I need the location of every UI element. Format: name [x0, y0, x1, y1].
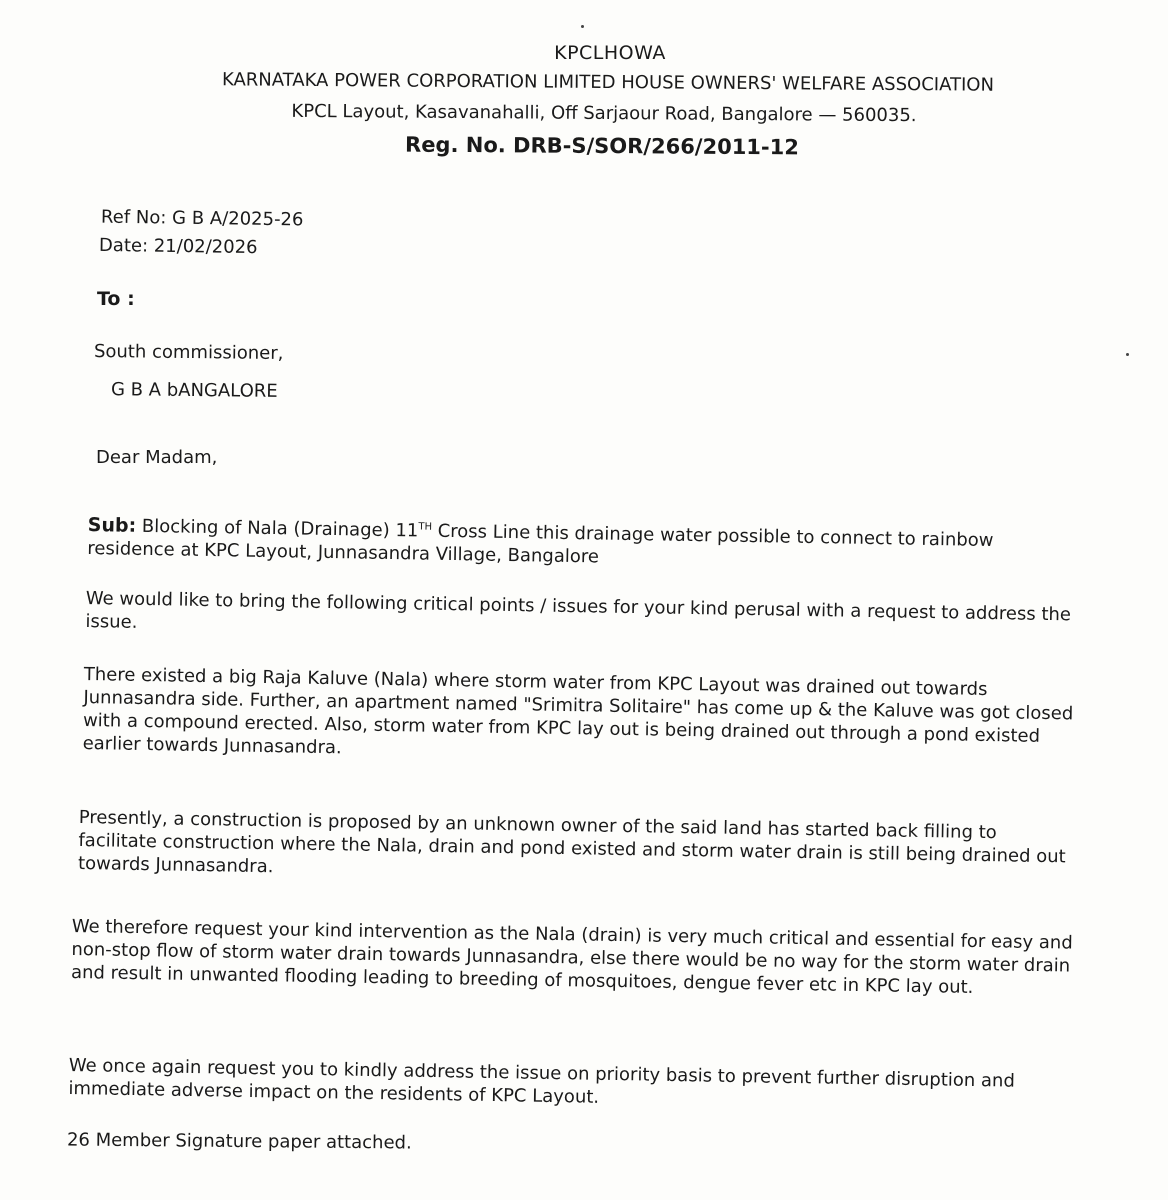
signature-note: 26 Member Signature paper attached. — [66, 1129, 412, 1154]
body-paragraph-2: Presently, a construction is proposed by an unknown owner of the said land has started back filling to facilitate construction where the Nala, drain and pond existed and storm water drain is still being drained out towards Junnasandra. — [77, 806, 1066, 878]
association-address: KPCL Layout, Kasavanahalli, Off Sarjaour Road, Bangalore — 560035. — [291, 100, 917, 127]
body-paragraph-4: We once again request you to kindly address the issue on priority basis to prevent further disruption and immediate adverse impact on the residents of KPC Layout. — [68, 1054, 1016, 1108]
subject-label: Sub: — [87, 513, 137, 537]
registration-number: Reg. No. DRB-S/SOR/266/2011-12 — [404, 132, 800, 160]
body-paragraph-3: We therefore request your kind intervention as the Nala (drain) is very much critical and essential for easy and non-stop flow of storm water drain towards Junnasandra, else there would be no way for the storm water drain and result in unwanted flooding leading to breeding of mosquitoes, dengue fever etc in KPC lay out. — [70, 915, 1073, 998]
reference-number: Ref No: G B A/2025-26 — [100, 206, 304, 231]
intro-paragraph: We would like to bring the following critical points / issues for your kind perusal with a request to address the issue. — [85, 587, 1072, 633]
subject-line — [87, 510, 1078, 576]
subject-superscript: TH — [418, 521, 433, 533]
scan-speck — [1126, 353, 1129, 356]
scan-speck — [581, 25, 584, 28]
association-short-name: KPCLHOWA — [554, 42, 666, 64]
association-full-name: KARNATAKA POWER CORPORATION LIMITED HOUSE OWNERS' WELFARE ASSOCIATION — [221, 69, 995, 96]
subject-text-end: Cross Line this drainage water possible to connect to rainbow residence at KPC Layout, Junnasandra Village, Bangalore — [87, 520, 994, 568]
letter-date: Date: 21/02/2026 — [98, 234, 258, 259]
salutation: Dear Madam, — [96, 447, 218, 468]
to-label: To : — [97, 288, 135, 310]
body-paragraph-1: There existed a big Raja Kaluve (Nala) where storm water from KPC Layout was drained out towards Junnasandra side. Further, an apartment named "Srimitra Solitaire" has come up & the Kaluve was got closed with a compound erected. Also, storm water from KPC lay out is being drained out through a pond existed earlier towards Junnasandra. — [82, 663, 1074, 759]
recipient-title: South commissioner, — [93, 341, 284, 364]
recipient-office: G B A bANGALORE — [110, 379, 278, 402]
subject-text-start: Blocking of Nala (Drainage) 11 — [141, 515, 419, 542]
